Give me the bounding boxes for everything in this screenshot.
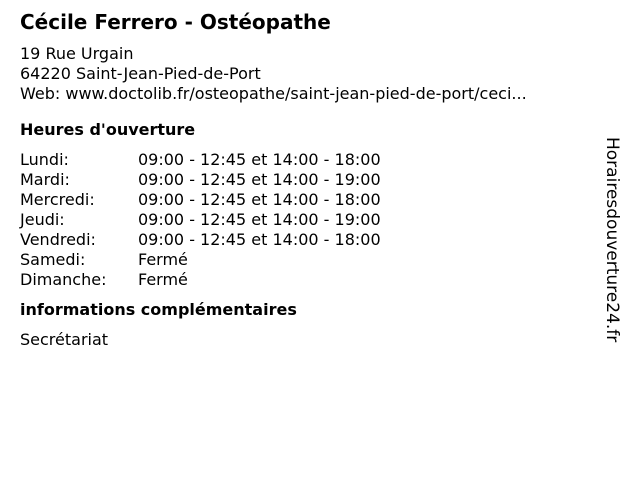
time-value: 09:00 - 12:45 et 14:00 - 19:00: [138, 170, 381, 189]
hours-row-wednesday: [20, 190, 600, 210]
street-address: 19 Rue Urgain: [20, 44, 134, 63]
hours-row-sunday: [20, 270, 600, 290]
hours-row-thursday: [20, 210, 600, 230]
site-watermark: Horairesdouverture24.fr: [602, 137, 622, 343]
time-value: 09:00 - 12:45 et 14:00 - 18:00: [138, 150, 381, 169]
time-value: Fermé: [138, 250, 188, 269]
hours-row-friday: [20, 230, 600, 250]
business-card: [20, 9, 600, 350]
day-label: Lundi:: [20, 150, 69, 169]
hours-row-monday: [20, 150, 600, 170]
time-value: 09:00 - 12:45 et 14:00 - 19:00: [138, 210, 381, 229]
day-label: Mardi:: [20, 170, 70, 189]
info-heading: informations complémentaires: [20, 300, 297, 319]
day-label: Jeudi:: [20, 210, 65, 229]
time-value: 09:00 - 12:45 et 14:00 - 18:00: [138, 230, 381, 249]
day-label: Vendredi:: [20, 230, 96, 249]
city-address: 64220 Saint-Jean-Pied-de-Port: [20, 64, 261, 83]
day-label: Mercredi:: [20, 190, 95, 209]
hours-row-saturday: [20, 250, 600, 270]
hours-heading: Heures d'ouverture: [20, 120, 196, 139]
day-label: Samedi:: [20, 250, 86, 269]
hours-row-tuesday: [20, 170, 600, 190]
address-block: [20, 44, 600, 104]
website-text: Web: www.doctolib.fr/osteopathe/saint-jean-pied-de-port/ceci...: [20, 84, 527, 103]
time-value: Fermé: [138, 270, 188, 289]
info-text: Secrétariat: [20, 330, 109, 349]
page-title: Cécile Ferrero - Ostéopathe: [20, 10, 331, 34]
time-value: 09:00 - 12:45 et 14:00 - 18:00: [138, 190, 381, 209]
day-label: Dimanche:: [20, 270, 107, 289]
opening-hours-table: [20, 150, 600, 290]
